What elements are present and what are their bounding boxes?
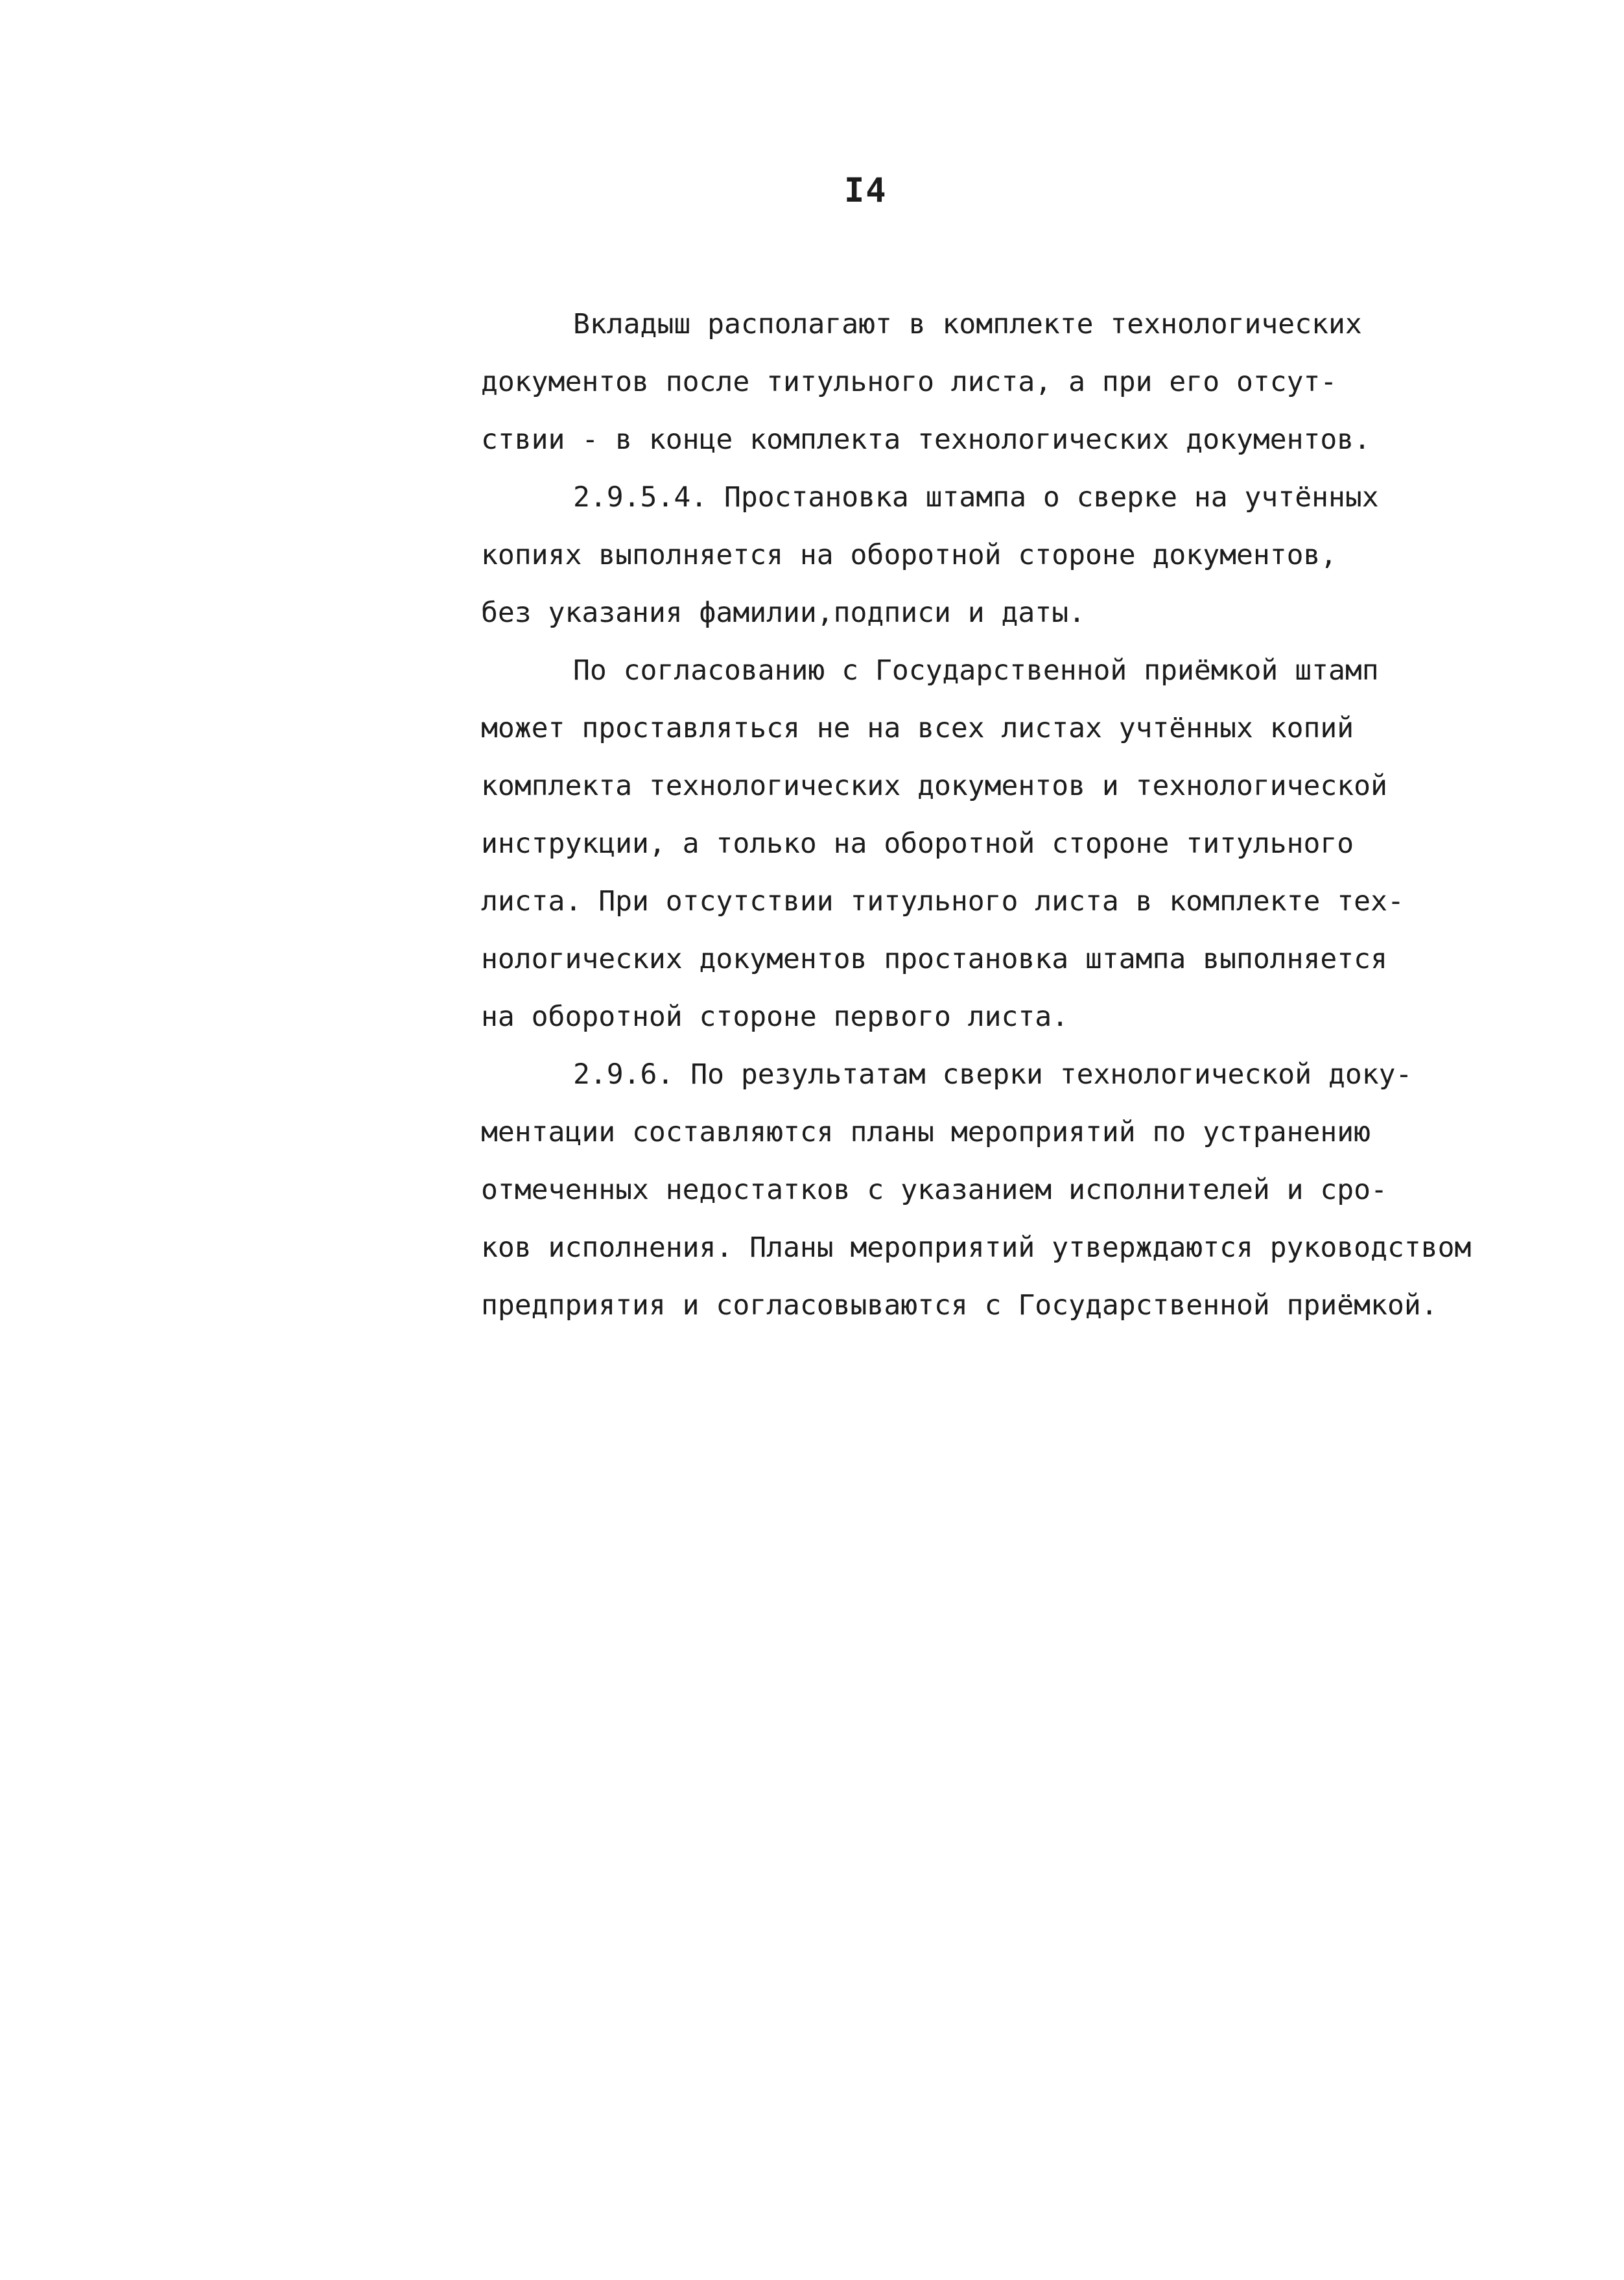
text-line: 2.9.5.4. Простановка штампа о сверке на учтённых: [573, 481, 1379, 514]
text-line: без указания фамилии,подписи и даты.: [481, 597, 1085, 629]
text-line: отмеченных недостатков с указанием исполнителей и сро-: [481, 1174, 1387, 1206]
text-line: Вкладыш располагают в комплекте технологических: [573, 308, 1362, 340]
text-line: инструкции, а только на оборотной стороне титульного: [481, 827, 1354, 860]
text-line: копиях выполняется на оборотной стороне документов,: [481, 539, 1337, 571]
paragraph-insert-placement: [481, 296, 1492, 469]
text-line: 2.9.6. По результатам сверки технологической доку-: [573, 1058, 1413, 1091]
paragraph-2-9-5-4: [481, 469, 1492, 642]
text-line: предприятия и согласовываются с Государственной приёмкой.: [481, 1289, 1438, 1322]
body-text: [481, 296, 1492, 1335]
text-line: нологических документов простановка штампа выполняется: [481, 943, 1387, 975]
text-line: документов после титульного листа, а при его отсут-: [481, 366, 1337, 398]
text-line: ствии - в конце комплекта технологических документов.: [481, 423, 1371, 456]
paragraph-2-9-6: [481, 1046, 1492, 1335]
text-line: на оборотной стороне первого листа.: [481, 1001, 1069, 1033]
text-line: комплекта технологических документов и технологической: [481, 770, 1387, 802]
text-line: ков исполнения. Планы мероприятий утверждаются руководством: [481, 1231, 1472, 1264]
page-number: I4: [844, 171, 888, 210]
text-line: может проставляться не на всех листах учтённых копий: [481, 712, 1354, 744]
text-line: ментации составляются планы мероприятий по устранению: [481, 1116, 1371, 1148]
text-line: По согласованию с Государственной приёмкой штамп: [573, 654, 1379, 687]
text-line: листа. При отсутствии титульного листа в комплекте тех-: [481, 885, 1404, 918]
paragraph-state-acceptance: [481, 642, 1492, 1046]
